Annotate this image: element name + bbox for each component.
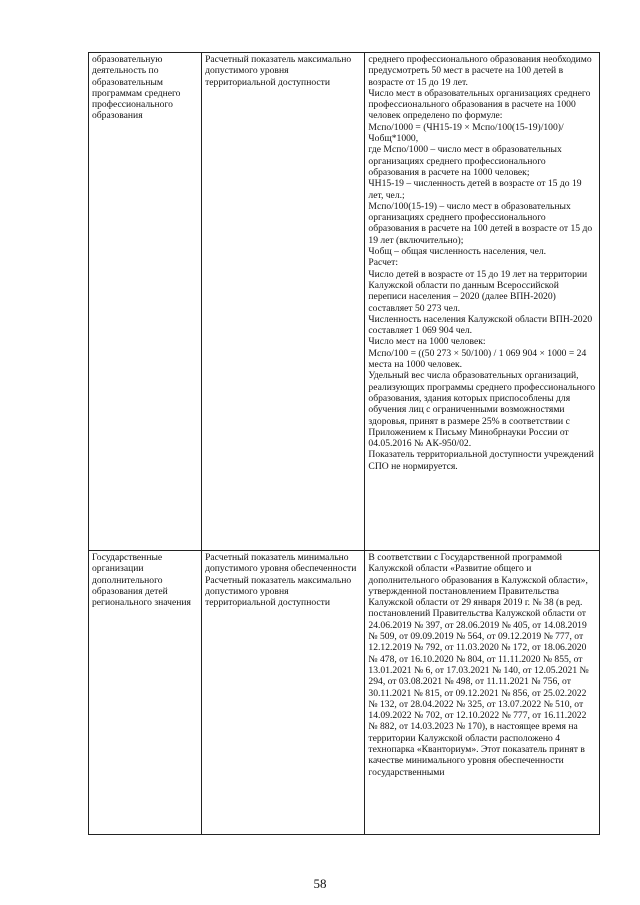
- page-number: 58: [313, 876, 327, 891]
- object-cell: образовательную деятельность по образовательным программам среднего профессионального образования: [89, 53, 202, 551]
- value-text: Число детей в возрасте от 15 до 19 лет на территории Калужской области по данным Всероссийской переписи населения – 2020 (далее ВПН-2020) составляет 50 273 чел.: [368, 268, 588, 314]
- value-text: где Мспо/1000 – число мест в образовательных организациях среднего профессионального образования в расчете на 1000 человек;: [368, 144, 562, 178]
- value-text: В соответствии с Государственной программой Калужской области «Развитие общего и дополнительного образования в Калужской области», утвержденной постановлением Правительства Калужской области от 29 января 2019 г. № 38 (в ред. постановлений Правительства Калужской области от 24.06.2019 № 397, от 28.06.2019 № 405, от 14.08.2019 № 509, от 09.09.2019 № 564, от 09.12.2019 № 777, от 12.12.2019 № 792, от 11.03.2020 № 172, от 18.06.2020 № 478, от 16.10.2020 № 804, от 11.11.2020 № 855, от 13.01.2021 № 6, от 17.03.2021 № 140, от 12.05.2021 № 294, от 03.08.2021 № 498, от 11.11.2021 № 756, от 30.11.2021 № 815, от 09.12.2021 № 856, от 25.02.2022 № 132, от 28.04.2022 № 325, от 13.07.2022 № 510, от 14.09.2022 № 702, от 12.10.2022 № 777, от 16.11.2022 № 882, от 14.03.2023 № 170), в настоящее время на территории Калужской области расположено 4 технопарка «Кванториум». Этот показатель принят в качестве минимального уровня обеспеченности государственными: [368, 552, 589, 778]
- value-text: Чобщ – общая численность населения, чел.: [368, 246, 547, 258]
- value-text: среднего профессионального образования необходимо предусмотреть 50 мест в расчете на 100 детей в возрасте от 15 до 19 лет.: [368, 54, 592, 88]
- value-cell: [365, 53, 600, 551]
- table-row: [89, 53, 600, 551]
- table-row: [89, 551, 600, 835]
- value-text: Удельный вес числа образовательных организаций, реализующих программы среднего профессионального образования, здания которых приспособлены для обучения лиц с ограниченными возможностями здоровья, принят в размере 25% в соответствии с Приложением к Письму Минобрнауки России от 04.05.2016 № АК-950/02.: [368, 370, 596, 450]
- value-text: Число мест в образовательных организациях среднего профессионального образования в расчете на 1000 человек определено по формуле:: [368, 87, 591, 122]
- indicator-text: Расчетный показатель минимально допустимого уровня обеспеченности: [205, 552, 357, 575]
- indicator-cell: [202, 551, 365, 835]
- formula-text: Мспо/1000 = (ЧН15-19 × Мспо/100(15-19)/100)/Чобщ*1000,: [368, 121, 564, 145]
- value-text: Мспо/100(15-19) – число мест в образовательных организациях среднего профессионального образования в расчете на 100 детей в возрасте от 15 до 19 лет (включительно);: [368, 200, 593, 246]
- object-cell: Государственные организации дополнительного образования детей регионального значения: [89, 551, 202, 835]
- indicator-text: Расчетный показатель максимально допустимого уровня территориальной доступности: [205, 54, 352, 88]
- value-text: Показатель территориальной доступности учреждений СПО не нормируется.: [368, 449, 594, 472]
- indicator-cell: [202, 53, 365, 551]
- value-text: Численность населения Калужской области ВПН-2020 составляет 1 069 904 чел.: [368, 313, 593, 337]
- value-text: ЧН15-19 – численность детей в возрасте от 15 до 19 лет, чел.;: [368, 178, 582, 201]
- value-text: Расчет:: [368, 257, 399, 269]
- indicator-text: Расчетный показатель максимально допустимого уровня территориальной доступности: [205, 574, 352, 609]
- value-cell: [365, 551, 600, 835]
- value-text: Число мест на 1000 человек:: [368, 336, 486, 348]
- formula-text: Мспо/100 = ((50 273 × 50/100) / 1 069 904 × 1000 = 24 места на 1000 человек.: [368, 347, 587, 371]
- document-table: [88, 52, 600, 835]
